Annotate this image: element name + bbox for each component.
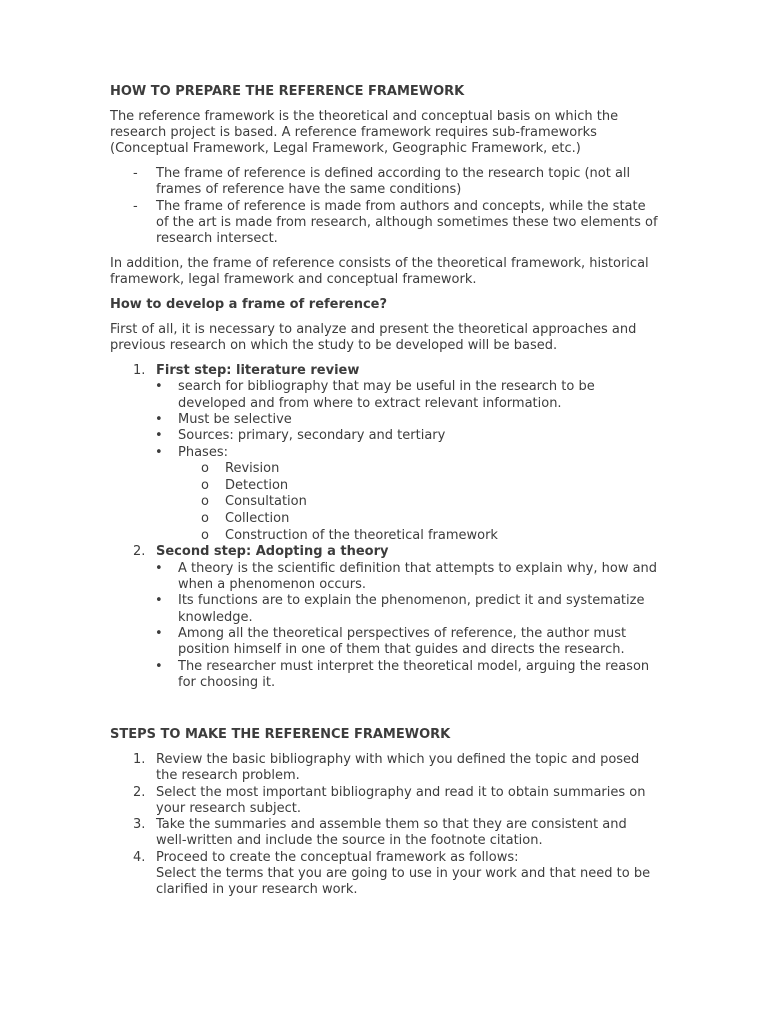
list-item-text: Phases: [178, 444, 228, 460]
list-item-text: Sources: primary, secondary and tertiary [178, 428, 446, 444]
section-heading-steps: STEPS TO MAKE THE REFERENCE FRAMEWORK [110, 727, 451, 743]
step-number: 2. [133, 784, 146, 800]
list-item-text: Detection [225, 477, 289, 493]
dash-marker: - [133, 198, 138, 214]
bullet-marker: • [155, 428, 163, 444]
sub-marker: o [201, 511, 209, 527]
list-item [110, 166, 660, 199]
list-item-text: Consultation [225, 494, 307, 510]
list-item [178, 511, 660, 528]
list-item [178, 478, 660, 495]
list-item [155, 412, 660, 428]
list-item [155, 445, 660, 545]
list-item [155, 593, 660, 626]
step-number: 3. [133, 817, 146, 833]
dash-marker: - [133, 166, 138, 182]
steps-list [110, 363, 660, 691]
dash-list [110, 166, 660, 247]
list-item [155, 626, 660, 659]
step-number: 1. [133, 363, 146, 379]
bullet-marker: • [155, 593, 163, 609]
list-item-text: Proceed to create the conceptual framework as follows: [156, 849, 519, 865]
bullet-marker: • [155, 379, 163, 395]
list-item [155, 428, 660, 444]
section-heading-develop: How to develop a frame of reference? [110, 297, 388, 313]
step-item [110, 363, 660, 544]
bullet-marker: • [155, 444, 163, 460]
final-paragraph: Select the terms that you are going to use in your work and that need to be clarified in your research work. [156, 866, 651, 898]
list-item-text: Select the most important bibliography and read it to obtain summaries on your research subject. [156, 784, 646, 816]
list-item-text: The researcher must interpret the theoretical model, arguing the reason for choosing it. [178, 658, 650, 690]
list-item [155, 659, 660, 692]
bullet-list [156, 561, 660, 691]
list-item [178, 461, 660, 478]
intro-paragraph: The reference framework is the theoretical and conceptual basis on which the research project is based. A reference framework requires sub-frameworks (Conceptual Framework, Legal Framework, Geographic Framework, etc.) [110, 108, 619, 157]
step-number: 2. [133, 544, 146, 560]
list-item-text: Must be selective [178, 412, 292, 428]
sub-marker: o [201, 477, 209, 493]
step-number: 1. [133, 751, 146, 767]
list-item-text: The frame of reference is made from authors and concepts, while the state of the art is made from research, although sometimes these two elements of research intersect. [156, 198, 658, 247]
list-item-text: Among all the theoretical perspectives of reference, the author must position himself in one of them that guides and directs the research. [178, 625, 627, 658]
list-item-text: Its functions are to explain the phenomenon, predict it and systematize knowledge. [178, 593, 645, 625]
list-item [110, 199, 660, 248]
step-title: Second step: Adopting a theory [156, 544, 389, 560]
sub-marker: o [201, 460, 209, 476]
step-title: First step: literature review [156, 363, 360, 379]
make-steps-list [110, 752, 660, 866]
bullet-marker: • [155, 658, 163, 674]
list-item-text: Review the basic bibliography with which you defined the topic and posed the research problem. [156, 751, 640, 784]
sub-marker: o [201, 527, 209, 543]
sub-marker: o [201, 494, 209, 510]
list-item [110, 817, 660, 850]
document-page [110, 84, 660, 899]
bullet-list [156, 379, 660, 544]
list-item [155, 379, 660, 412]
list-item-text: Take the summaries and assemble them so that they are consistent and well-written and include the source in the footnote citation. [156, 817, 627, 849]
step-item [110, 544, 660, 691]
list-item-text: Collection [225, 511, 290, 527]
page-title: HOW TO PREPARE THE REFERENCE FRAMEWORK [110, 84, 465, 99]
bullet-marker: • [155, 412, 163, 428]
list-item-text: Revision [225, 460, 280, 476]
list-item [110, 752, 660, 785]
phases-list [178, 461, 660, 545]
list-item [110, 785, 660, 818]
list-item [178, 528, 660, 545]
bullet-marker: • [155, 625, 163, 641]
spacer [110, 691, 660, 727]
bullet-marker: • [155, 560, 163, 576]
addition-paragraph: In addition, the frame of reference consists of the theoretical framework, historical framework, legal framework and conceptual framework. [110, 256, 649, 288]
list-item-text: search for bibliography that may be useful in the research to be developed and from where to extract relevant information. [178, 379, 595, 411]
develop-intro-paragraph: First of all, it is necessary to analyze and present the theoretical approaches and previous research on which the study to be developed will be based. [110, 322, 637, 354]
list-item-text: A theory is the scientific definition that attempts to explain why, how and when a phenomenon occurs. [178, 560, 658, 593]
list-item [178, 494, 660, 511]
list-item [110, 850, 660, 866]
list-item-text: Construction of the theoretical framework [225, 527, 498, 543]
list-item-text: The frame of reference is defined according to the research topic (not all frames of reference have the same conditions) [156, 166, 631, 198]
list-item [155, 561, 660, 594]
step-number: 4. [133, 849, 146, 865]
